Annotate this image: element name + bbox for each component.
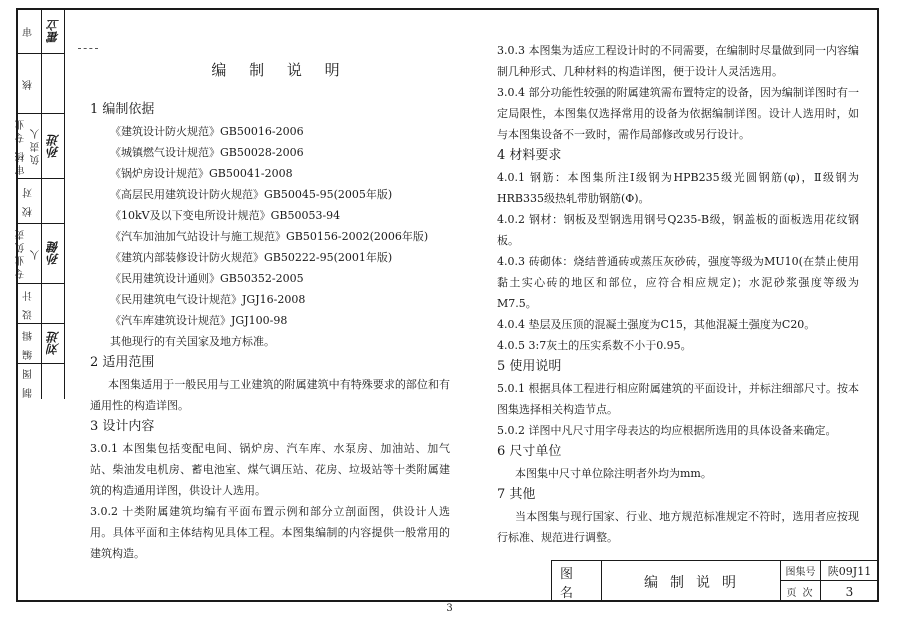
paragraph: 本图集中尺寸单位除注明者外均为mm。 [515,467,712,480]
atlas-number-label: 图集号 [781,561,821,581]
signature-name [43,54,63,113]
drawing-name-label: 图名 [552,561,602,602]
signature-cell [17,284,65,324]
signature-role: 专业负责人 [16,227,42,280]
paragraph: 5.0.2 详图中凡尺寸用字母表达的均应根据所选用的具体设备来确定。 [497,424,837,437]
standard-item: 《建筑内部装修设计防火规范》GB50222-95(2001年版) [110,251,393,264]
signature-name [43,284,63,323]
section-heading: 4 材料要求 [497,148,562,163]
signature-role: 校 对 [23,184,35,218]
page-value: 3 [845,584,854,599]
page-label: 页次 [781,581,821,602]
standard-item: 《汽车库建筑设计规范》JGJ100-98 [110,314,288,327]
signature-name: 孙健 [46,241,61,266]
signature-cell [17,114,65,179]
title-block [551,560,879,602]
standard-item: 《建筑设计防火规范》GB50016-2006 [110,125,304,138]
left-column [90,60,450,564]
section-heading: 7 其他 [497,487,536,502]
paragraph: 3.0.4 部分功能性较强的附属建筑需布置特定的设备，因为编制详图时有一定局限性，本图集仅选择常用的设备为依据编制详图。设计人选用时，如与本图集设备不一致时，需作局部修改或另行设计。 [497,86,859,141]
section-heading: 5 使用说明 [497,359,562,374]
standard-item: 《锅炉房设计规范》GB50041-2008 [110,167,293,180]
signature-cell [17,224,65,284]
paragraph: 4.0.1 钢筋：本图集所注Ⅰ级钢为HPB235级光圆钢筋(φ)，Ⅱ级钢为HRB335级热轧带肋钢筋(Φ)。 [497,171,859,205]
standard-item: 《汽车加油加气站设计与施工规范》GB50156-2002(2006年版) [110,230,429,243]
paragraph: 3.0.2 十类附属建筑均编有平面布置示例和部分立剖面图，供设计人选用。具体平面和主体结构见具体工程。本图集编制的内容提供一般常用的建筑构造。 [90,505,450,560]
signature-strip [17,9,65,399]
page-number: 3 [446,603,453,614]
signature-role: 审核 专业负责人 [16,116,42,176]
standard-item: 《高层民用建筑设计防火规范》GB50045-95(2005年版) [110,188,393,201]
signature-cell [17,364,65,399]
signature-cell [17,324,65,364]
signature-name: 刘进 [46,331,61,356]
standard-item: 其他现行的有关国家及地方标准。 [110,335,275,348]
corner-mark [78,48,98,50]
signature-cell [17,54,65,114]
signature-cell [17,9,65,54]
signature-role: 审 [23,24,35,38]
drawing-name: 编制说明 [602,561,781,602]
signature-name: 霍立 [46,19,61,43]
signature-name [43,364,63,399]
signature-role: 设 计 [23,287,35,320]
paragraph: 5.0.1 根据具体工程进行相应附属建筑的平面设计，并标注细部尺寸。按本图集选择相关构造节点。 [497,382,859,416]
paragraph: 3.0.3 本图集为适应工程设计时的不同需要，在编制时尽量做到同一内容编制几种形式、几种材料的构造详图，便于设计人灵活选用。 [497,44,859,78]
standard-item: 《民用建筑设计通则》GB50352-2005 [110,272,304,285]
paragraph: 4.0.3 砖砌体：烧结普通砖或蒸压灰砂砖，强度等级为MU10(在禁止使用黏土实心砖的地区和部位，应符合相应规定)；水泥砂浆强度等级为M7.5。 [497,255,859,310]
standard-item: 《城镇燃气设计规范》GB50028-2006 [110,146,304,159]
paragraph: 4.0.2 钢材：钢板及型钢选用钢号Q235-B级，钢盖板的面板选用花纹钢板。 [497,213,859,247]
section-heading: 2 适用范围 [90,355,155,370]
signature-name: 孙进 [46,134,61,158]
right-column [497,40,859,548]
paragraph: 4.0.5 3:7灰土的压实系数不小于0.95。 [497,339,692,352]
signature-cell [17,179,65,224]
signature-role: 制 图 [23,365,35,398]
section-heading: 1 编制依据 [90,102,155,117]
atlas-number: 陕09J11 [821,561,878,581]
section-heading: 3 设计内容 [90,419,155,434]
paragraph: 3.0.1 本图集包括变配电间、锅炉房、汽车库、水泵房、加油站、加气站、柴油发电机房、蓄电池室、煤气调压站、花房、垃圾站等十类附属建筑的构造通用详图，供设计人选用。 [90,442,450,497]
paragraph: 4.0.4 垫层及压顶的混凝土强度为C15，其他混凝土强度为C20。 [497,318,816,331]
paragraph: 本图集适用于一般民用与工业建筑的附属建筑中有特殊要求的部位和有通用性的构造详图。 [90,378,450,412]
document-title: 编 制 说 明 [211,61,349,79]
paragraph: 当本图集与现行国家、行业、地方规范标准规定不符时，选用者应按现行标准、规范进行调整。 [497,510,859,544]
standard-item: 《民用建筑电气设计规范》JGJ16-2008 [110,293,306,306]
signature-name [43,179,63,223]
section-heading: 6 尺寸单位 [497,444,562,459]
standard-item: 《10kV及以下变电所设计规范》GB50053-94 [110,209,341,222]
signature-role: 编 辑 [23,327,35,360]
signature-role: 核 [23,77,35,90]
